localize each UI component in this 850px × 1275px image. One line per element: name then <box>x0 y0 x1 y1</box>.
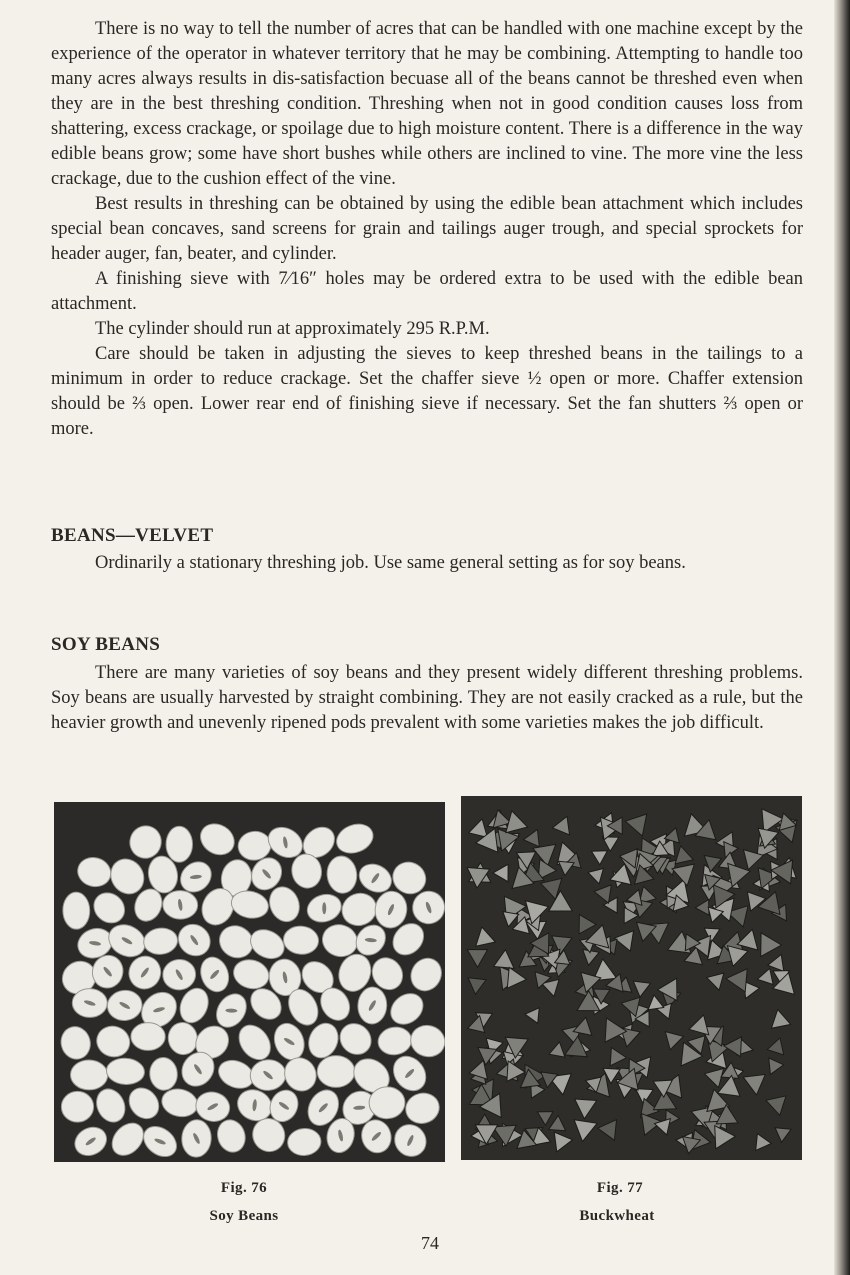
soy-beans-image <box>54 802 445 1162</box>
paragraph-soy: There are many varieties of soy beans and they present widely different threshing problems. Soy beans are usually harvested by straight combining. They are not easily cracked as a rule, but the heavier growth and unevenly ripened pods prevalent with some varieties makes the job difficult. <box>51 663 803 733</box>
heading-soy-beans: SOY BEANS <box>51 634 161 655</box>
figure-76-caption: Soy Beans <box>209 1208 279 1224</box>
paragraph-finishing-sieve: A finishing sieve with 7⁄16″ holes may be ordered extra to be used with the edible bean attachment. <box>51 269 803 314</box>
paragraph-sieve-settings: Care should be taken in adjusting the sieves to keep threshed beans in the tailings to a minimum in order to reduce crackage. Set the chaffer sieve ½ open or more. Chaffer extension should be ⅔ open. Lower rear end of finishing sieve if necessary. Set the fan shutters ⅔ open or more. <box>51 344 803 439</box>
velvet-text-block <box>51 551 803 576</box>
heading-beans-velvet: BEANS—VELVET <box>51 525 214 546</box>
page-number: 74 <box>421 1233 439 1253</box>
book-spine-shadow <box>834 0 850 1275</box>
intro-text-block <box>51 17 803 442</box>
paragraph-velvet: Ordinarily a stationary threshing job. Use same general setting as for soy beans. <box>95 553 686 573</box>
figure-77-caption: Buckwheat <box>579 1208 655 1224</box>
soy-beans-photo <box>54 802 445 1162</box>
figure-77-number: Fig. 77 <box>596 1180 644 1196</box>
paragraph-attachment: Best results in threshing can be obtained by using the edible bean attachment which includes special bean concaves, sand screens for grain and tailings auger trough, and special sprockets for header auger, fan, beater, and cylinder. <box>51 194 803 264</box>
buckwheat-image <box>461 796 802 1160</box>
paragraph-acres: There is no way to tell the number of acres that can be handled with one machine except by the experience of the operator in whatever territory that he may be combining. Attempting to handle too many acres always results in dis-satisfaction becuase all of the beans cannot be threshed even when they are in the best threshing condition. Threshing when not in good condition causes loss from shattering, excess crackage, or spoilage due to high moisture content. There is a difference in the way edible beans grow; some have short bushes while others are inclined to vine. The more vine the less crackage, due to the cushion effect of the vine. <box>51 19 803 189</box>
paragraph-cylinder-rpm: The cylinder should run at approximately 295 R.P.M. <box>95 319 490 339</box>
soy-text-block <box>51 661 803 736</box>
figure-76-number: Fig. 76 <box>220 1180 268 1196</box>
buckwheat-photo <box>461 796 802 1160</box>
